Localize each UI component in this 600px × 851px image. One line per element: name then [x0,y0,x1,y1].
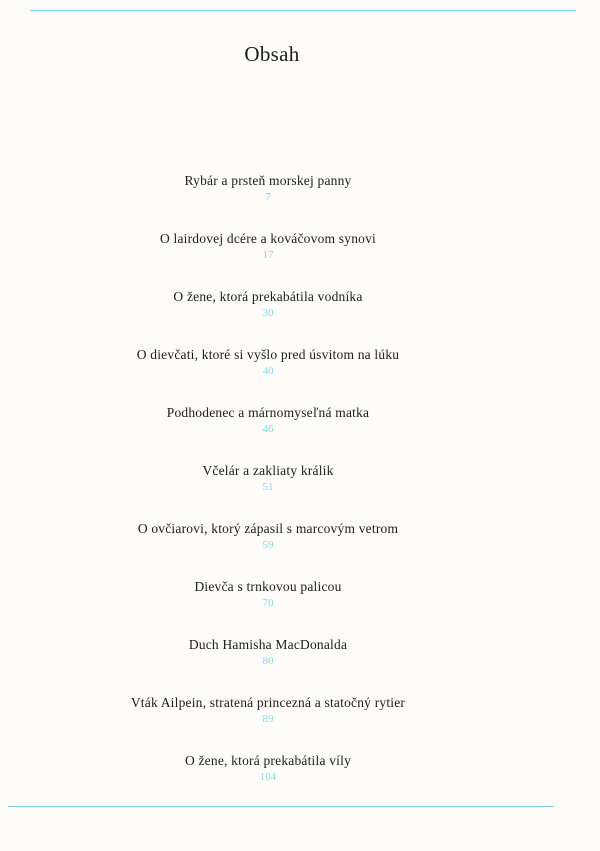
entry-page-number: 30 [262,307,274,319]
entry-page-number: 17 [262,249,274,261]
entry-title: Rybár a prsteň morskej panny [184,173,352,188]
toc-entry [0,230,536,288]
entry-title: O ovčiarovi, ktorý zápasil s marcovým vetrom [137,521,399,536]
entry-page-number: 40 [262,365,274,377]
entry-title: Podhodenec a márnomyseľná matka [166,405,370,420]
top-rule [30,10,576,11]
bottom-rule [8,806,554,807]
toc-entry [0,462,536,520]
toc-entry [0,288,536,346]
toc-entry [0,752,536,810]
toc-entry [0,172,536,230]
entry-page-number: 70 [262,597,274,609]
entry-title: O lairdovej dcére a kováčovom synovi [159,231,376,246]
entry-title: O žene, ktorá prekabátila víly [184,753,352,768]
toc-entry [0,520,536,578]
entry-title: O dievčati, ktoré si vyšlo pred úsvitom na lúku [136,347,400,362]
page-title: Obsah [244,42,300,66]
entry-page-number: 80 [262,655,274,667]
toc-entry [0,636,536,694]
entry-page-number: 46 [262,423,274,435]
toc-entry [0,578,536,636]
toc-entry [0,404,536,462]
toc-entry [0,694,536,752]
toc-entry [0,346,536,404]
entry-title: Duch Hamisha MacDonalda [188,637,348,652]
table-of-contents [0,172,536,810]
entry-title: O žene, ktorá prekabátila vodníka [173,289,363,304]
entry-page-number: 104 [259,771,277,783]
entry-page-number: 59 [262,539,274,551]
entry-page-number: 89 [262,713,274,725]
entry-title: Včelár a zakliaty králik [202,463,334,478]
entry-page-number: 7 [265,191,271,203]
entry-title: Dievča s trnkovou palicou [194,579,342,594]
entry-page-number: 51 [262,481,274,493]
entry-title: Vták Ailpein, stratená princezná a statočný rytier [130,695,406,710]
